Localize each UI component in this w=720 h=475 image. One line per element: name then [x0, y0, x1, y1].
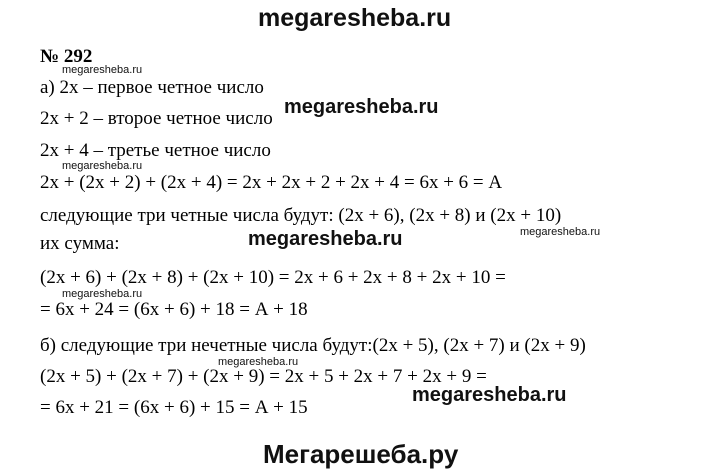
watermark-large-3: megaresheba.ru	[412, 384, 567, 406]
solution-line-10: (2х + 5) + (2х + 7) + (2х + 9) = 2х + 5 + 2х + 7 + 2х + 9 =	[40, 366, 487, 387]
watermark-small-1: megaresheba.ru	[62, 64, 143, 76]
solution-line-2: 2х + 2 – второе четное число	[40, 108, 273, 129]
solution-line-1: а) 2х – первое четное число	[40, 77, 264, 98]
problem-number: № 292	[40, 46, 93, 67]
watermark-small-3: megaresheba.ru	[520, 226, 601, 238]
watermark-large-1: megaresheba.ru	[284, 96, 439, 118]
solution-line-5: следующие три четные числа будут: (2х + 6), (2х + 8) и (2х + 10)	[40, 205, 562, 226]
solution-line-3: 2х + 4 – третье четное число	[40, 140, 271, 161]
solution-line-11: = 6х + 21 = (6х + 6) + 15 = А + 15	[40, 397, 308, 418]
solution-line-8: = 6х + 24 = (6х + 6) + 18 = А + 18	[40, 299, 308, 320]
site-title-header: megaresheba.ru	[258, 4, 452, 32]
watermark-small-4: megaresheba.ru	[62, 288, 143, 300]
watermark-large-2: megaresheba.ru	[248, 228, 403, 250]
watermark-small-5: megaresheba.ru	[218, 356, 299, 368]
solution-line-4: 2х + (2х + 2) + (2х + 4) = 2х + 2х + 2 + 2х + 4 = 6х + 6 = А	[40, 172, 503, 193]
site-name-footer: Мегарешеба.ру	[263, 439, 459, 469]
solution-line-6: их сумма:	[40, 233, 120, 254]
watermark-small-2: megaresheba.ru	[62, 160, 143, 172]
solution-line-7: (2х + 6) + (2х + 8) + (2х + 10) = 2х + 6 + 2х + 8 + 2х + 10 =	[40, 267, 506, 288]
solution-line-9: б) следующие три нечетные числа будут:(2х + 5), (2х + 7) и (2х + 9)	[40, 335, 586, 356]
